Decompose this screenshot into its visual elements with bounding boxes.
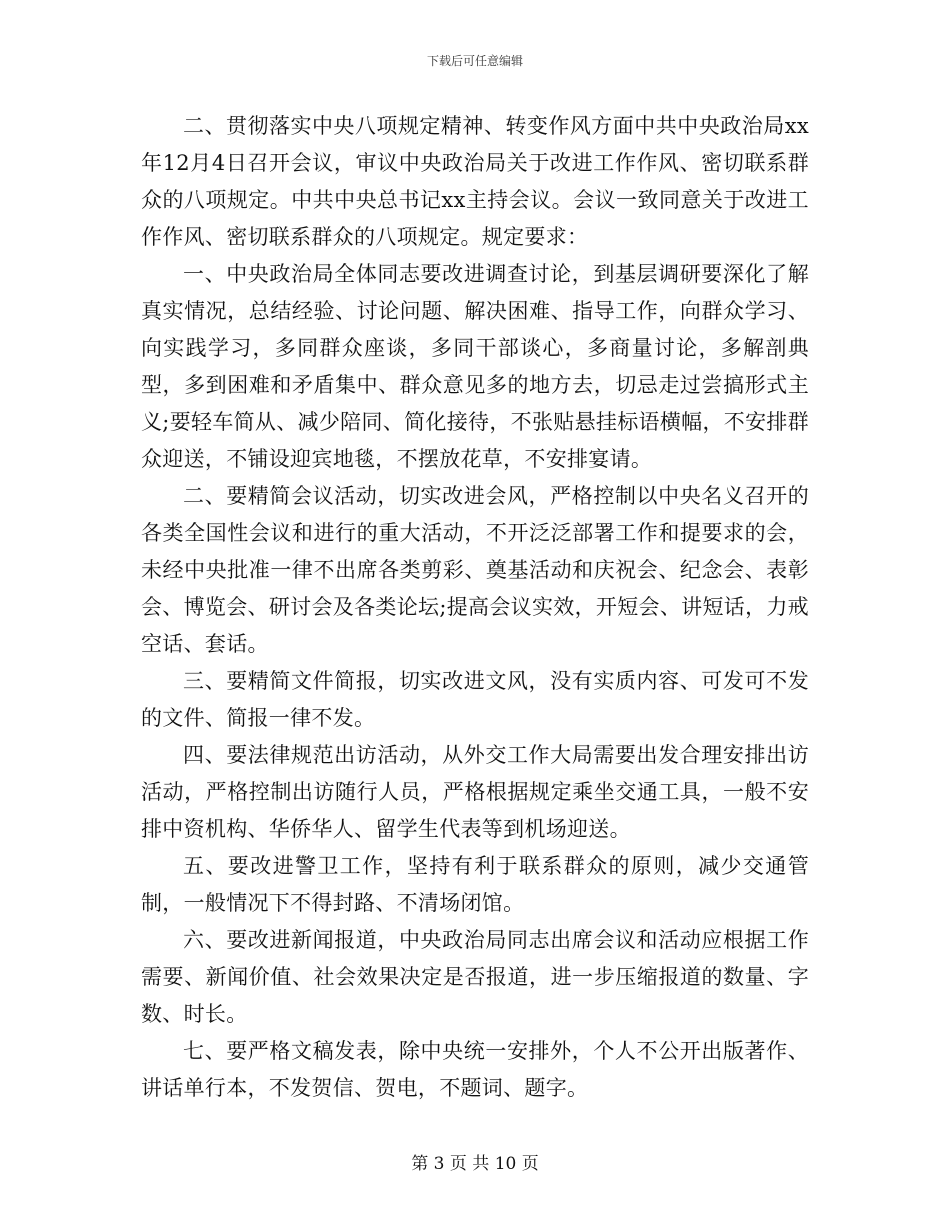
paragraph-rule-seven: 七、要严格文稿发表，除中央统一安排外，个人不公开出版著作、讲话单行本，不发贺信、贺电，不题词、题字。 xyxy=(141,1039,809,1100)
document-body xyxy=(141,108,809,1107)
paragraph-rule-six: 六、要改进新闻报道，中央政治局同志出席会议和活动应根据工作需要、新闻价值、社会效果决定是否报道，进一步压缩报道的数量、字数、时长。 xyxy=(141,928,809,1026)
paragraph-section-two-intro: 二、贯彻落实中央八项规定精神、转变作风方面中共中央政治局xx年12月4日召开会议，审议中央政治局关于改进工作作风、密切联系群众的八项规定。中共中央总书记xx主持会议。会议一致同意关于改进工作作风、密切联系群众的八项规定。规定要求： xyxy=(141,114,809,249)
paragraph-rule-one: 一、中央政治局全体同志要改进调查讨论，到基层调研要深化了解真实情况，总结经验、讨论问题、解决困难、指导工作，向群众学习、向实践学习，多同群众座谈，多同干部谈心，多商量讨论，多解剖典型，多到困难和矛盾集中、群众意见多的地方去，切忌走过尝搞形式主义;要轻车简从、减少陪同、简化接待，不张贴悬挂标语横幅，不安排群众迎送，不铺设迎宾地毯，不摆放花草，不安排宴请。 xyxy=(141,262,809,471)
paragraph-rule-two: 二、要精简会议活动，切实改进会风，严格控制以中央名义召开的各类全国性会议和进行的重大活动，不开泛泛部署工作和提要求的会，未经中央批准一律不出席各类剪彩、奠基活动和庆祝会、纪念会、表彰会、博览会、研讨会及各类论坛;提高会议实效，开短会、讲短话，力戒空话、套话。 xyxy=(141,484,809,656)
paragraph-rule-three: 三、要精简文件简报，切实改进文风，没有实质内容、可发可不发的文件、简报一律不发。 xyxy=(141,669,809,730)
paragraph-rule-five: 五、要改进警卫工作，坚持有利于联系群众的原则，减少交通管制，一般情况下不得封路、不清场闭馆。 xyxy=(141,854,809,915)
page-number: 第 3 页 共 10 页 xyxy=(411,1154,539,1174)
page-header-note: 下载后可任意编辑 xyxy=(426,54,523,68)
paragraph-rule-four: 四、要法律规范出访活动，从外交工作大局需要出发合理安排出访活动，严格控制出访随行人员，严格根据规定乘坐交通工具，一般不安排中资机构、华侨华人、留学生代表等到机场迎送。 xyxy=(141,743,809,841)
